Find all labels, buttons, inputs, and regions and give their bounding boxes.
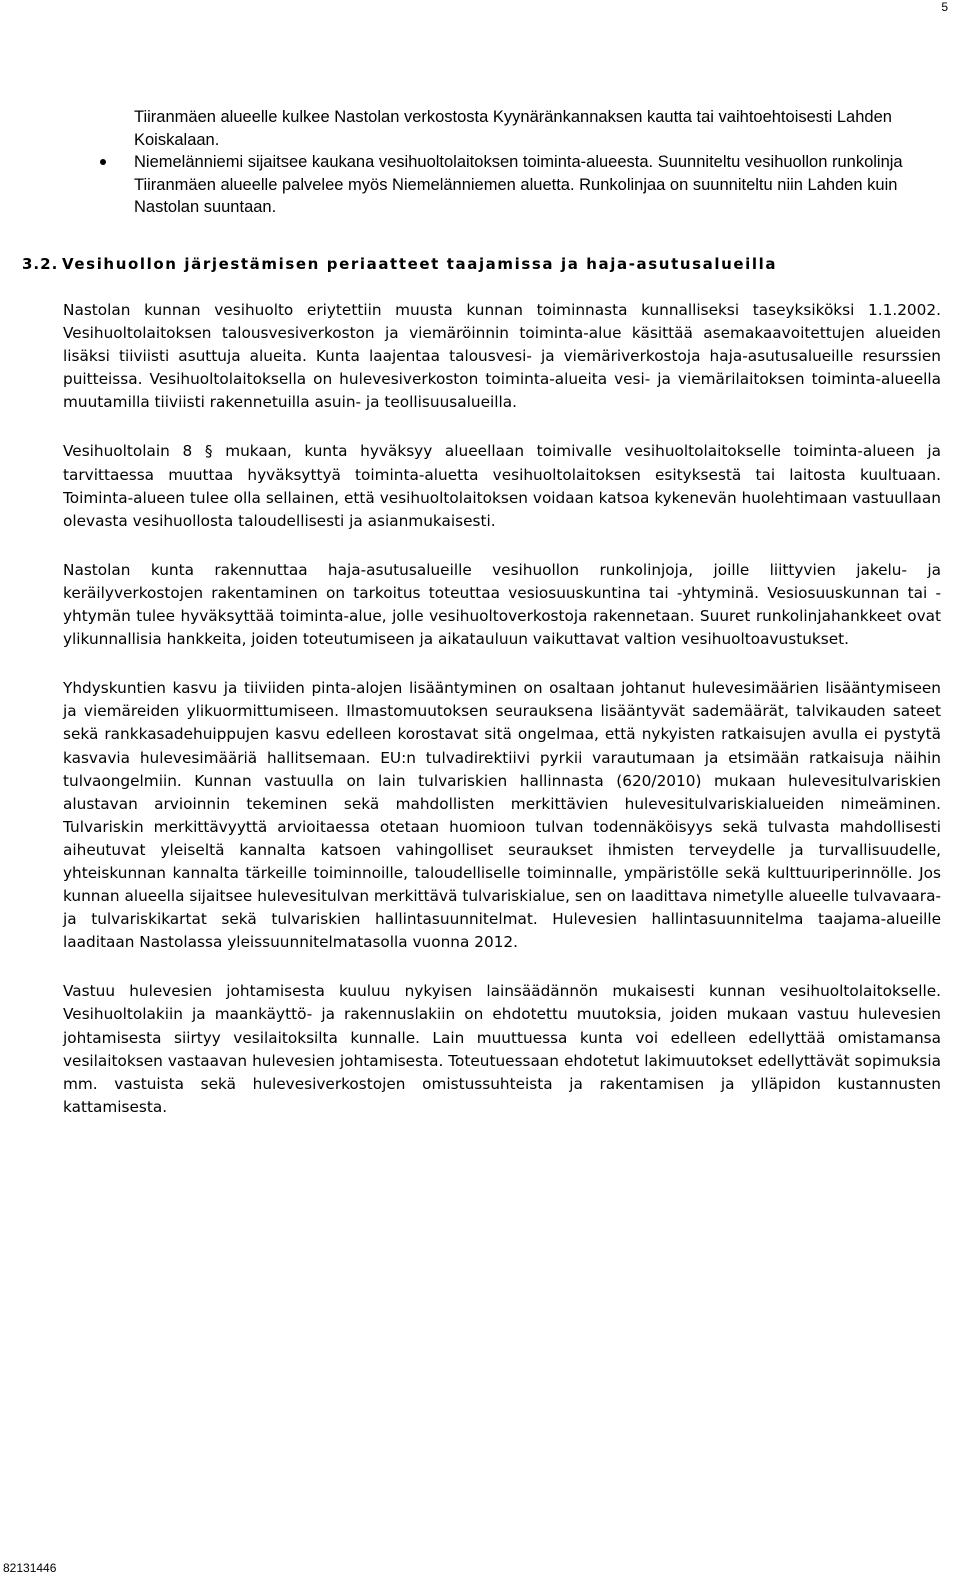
bullet-text: Niemelänniemi sijaitsee kaukana vesihuoltolaitoksen toiminta-alueesta. Suunniteltu vesihuollon runkolinja Tiiranmäen alueelle palvelee myös Niemelänniemen aluetta. Runkolinjaa on suunniteltu niin Lahden kuin Nastolan suuntaan. [134, 153, 903, 217]
paragraph-4: Yhdyskuntien kasvu ja tiiviiden pinta-alojen lisääntyminen on osaltaan johtanut hulevesimäärien lisääntymiseen ja viemäreiden ylikuormittumiseen. Ilmastomuutoksen seurauksena lisääntyvät sademäärät, talvikauden sateet sekä rankkasadehuippujen kasvu edelleen korostavat sitä ongelmaa, että nykyisten ratkaisujen avulla ei pystytä kasvavia hulevesimääriä hallitsemaan. EU:n tulvadirektiivi pyrkii varautumaan ja etsimään ratkaisuja näihin tulvaongelmiin. Kunnan vastuulla on lain tulvariskien hallinnasta (620/2010) mukaan hulevesitulvariskien alustavan arvioinnin tekeminen sekä mahdollisten merkittävien hulevesitulvariskialueiden nimeäminen. Tulvariskin merkittävyyttä arvioitaessa otetaan huomioon tulvan todennäköisyys sekä tulvasta mahdollisesti aiheutuvat yleiseltä kannalta katsoen vahingolliset seuraukset ihmisten terveydelle ja turvallisuudelle, yhteiskunnan kannalta tärkeille toiminnoille, taloudelliselle toiminnalle, ympäristölle sekä kulttuuriperinnölle. Jos kunnan alueella sijaitsee hulevesitulvan merkittävä tulvariskialue, sen on laadittava nimetylle alueelle tulvavaara- ja tulvariskikartat sekä tulvariskien hallintasuunnitelmat. Hulevesien hallintasuunnitelma taajama-alueille laaditaan Nastolassa yleissuunnitelmatasolla vuonna 2012. [63, 679, 941, 952]
intro-block [134, 106, 940, 219]
section-number: 3.2. [22, 255, 59, 273]
intro-continuation: Tiiranmäen alueelle kulkee Nastolan verkostosta Kyynäränkannaksen kautta tai vaihtoehtoisesti Lahden Koiskalaan. [134, 108, 892, 149]
bullet-dot-icon [100, 159, 106, 165]
paragraph-2: Vesihuoltolain 8 § mukaan, kunta hyväksyy alueellaan toimivalle vesihuoltolaitokselle toiminta-alueen ja tarvittaessa muuttaa hyväksyttyä toiminta-aluetta vesihuoltolaitoksen esityksestä tai laitosta kuultuaan. Toiminta-alueen tulee olla sellainen, että vesihuoltolaitoksen voidaan katsoa kykenevän huolehtimaan vastuullaan olevasta vesihuollosta taloudellisesti ja asianmukaisesti. [63, 442, 941, 530]
paragraph-1: Nastolan kunnan vesihuolto eriytettiin muusta kunnan toiminnasta kunnalliseksi taseyksiköksi 1.1.2002. Vesihuoltolaitoksen talousvesiverkoston ja viemäröinnin toiminta-alue käsittää asemakaavoitettujen alueiden lisäksi tiiviisti asuttuja alueita. Kunta laajentaa talousvesi- ja viemäriverkostoja haja-asutusalueille resurssien puitteissa. Vesihuoltolaitoksella on hulevesiverkoston toiminta-alueita vesi- ja viemärilaitoksen toiminta-alueella muutamilla tiiviisti rakennetuilla asuin- ja teollisuusalueilla. [63, 301, 941, 412]
page-number: 5 [941, 0, 948, 14]
section-heading [22, 253, 942, 275]
paragraph-3: Nastolan kunta rakennuttaa haja-asutusalueille vesihuollon runkolinjoja, joille liittyvien jakelu- ja keräilyverkostojen rakentaminen on tarkoitus toteuttaa vesiosuuskuntina tai -yhtyminä. Vesiosuuskunnan tai -yhtymän tulee hyväksyttää toiminta-alue, jolle vesihuoltoverkostoja rakennetaan. Suuret runkolinjahankkeet ovat ylikunnallisia hankkeita, joiden toteutumiseen ja aikatauluun vaikuttavat valtion vesihuoltoavustukset. [63, 560, 941, 649]
section-body [63, 299, 941, 1145]
paragraph-5: Vastuu hulevesien johtamisesta kuuluu nykyisen lainsäädännön mukaisesti kunnan vesihuoltolaitokselle. Vesihuoltolakiin ja maankäyttö- ja rakennuslakiin on ehdotettu muutoksia, joiden mukaan vastuu hulevesien johtamisesta siirtyy vesilaitoksilta kunnalle. Lain muuttuessa kunta voi edelleen edellyttää omistamansa vesilaitoksen vastaavan hulevesien johtamisesta. Toteutuessaan ehdotetut lakimuutokset edellyttävät sopimuksia mm. vastuista sekä hulevesiverkostojen omistussuhteista ja rakentamisen ja ylläpidon kustannusten kattamisesta. [63, 982, 941, 1116]
document-id: 82131446 [3, 1561, 57, 1575]
bullet-item [134, 151, 940, 219]
section-title: Vesihuollon järjestämisen periaatteet taajamissa ja haja-asutusalueilla [62, 255, 778, 273]
